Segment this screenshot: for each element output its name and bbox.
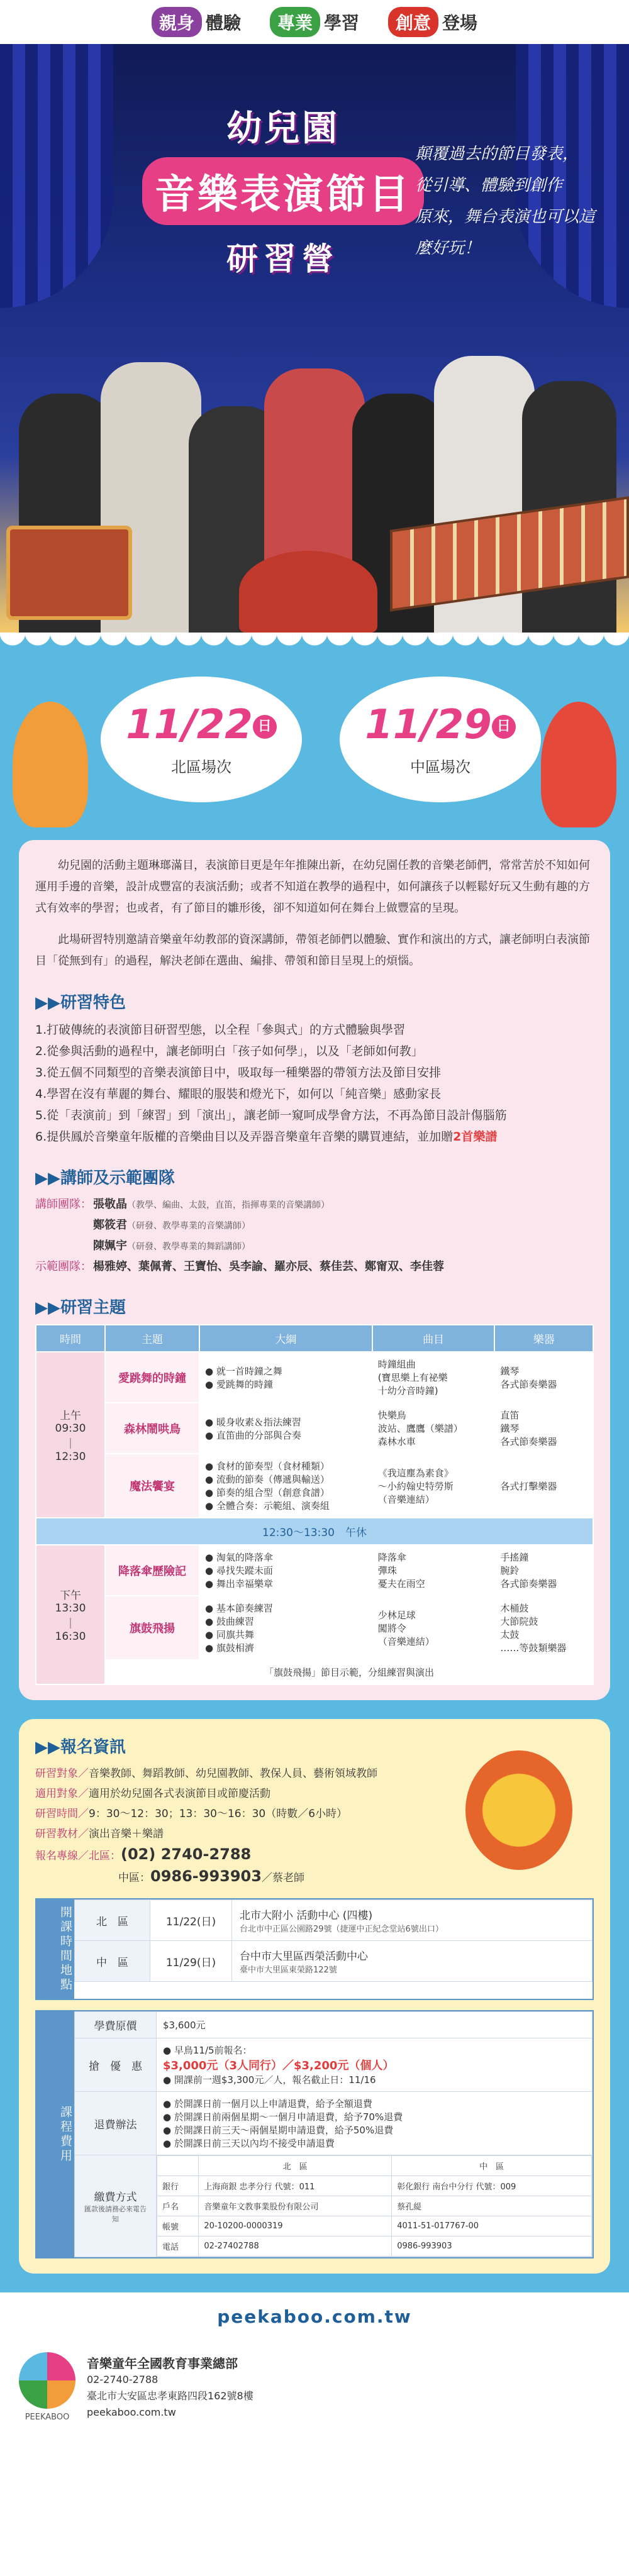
- register-title: ▶▶報名資訊: [35, 1738, 126, 1757]
- table-row: 森林鬧哄鳥 ● 暖身收素＆指法練習 ● 直笛曲的分部與合奏 快樂鳥 波站、鷹鷹（樂譜） 森林水車 直笛 鐵琴 各式節奏樂器: [36, 1403, 593, 1454]
- team-row: 講師團隊： 張敬晶（教學、編曲、太鼓，直笛，指揮專業的音樂講師）: [35, 1198, 330, 1211]
- feature-item: 2.從參與活動的過程中，讓老師明白「孩子如何學」，以及「老師如何教」: [35, 1044, 423, 1058]
- register-row: 研習教材／演出音樂＋樂譜: [35, 1828, 164, 1840]
- hero-title: [126, 101, 440, 279]
- note-row: 「旗鼓飛揚」節目示範，分組練習與演出: [36, 1660, 593, 1684]
- tag-hands-on: 親身 體驗: [152, 7, 241, 37]
- table-row: 退費辦法 ● 於開課日前一個月以上申請退費，給予全額退費 ● 於開課日前兩個星期～一個月申請退費，給予70%退費 ● 於開課日前三天～兩個星期申請退費，給予50%退費 ● 於開課日前三天以內均不接受申請退費: [75, 2092, 593, 2155]
- title-line-3: 研習營: [226, 241, 340, 277]
- col-time: 時間: [36, 1325, 105, 1352]
- schedule-table: [35, 1324, 594, 1685]
- features-list: [35, 1019, 594, 1147]
- table-row: 繳費方式 匯款後請務必來電告知 北 區 中 區 銀行 上海商銀 忠孝分行 代號：011 彰化銀行 南台中分行 代號：009 戶名 音樂童年文教事業股份有限公司 蔡孔緹 帳號 20-10200-0000319 4011-51-017767-00 電話 02-27402788 0986-993903: [75, 2155, 593, 2257]
- venue-table: [74, 1899, 593, 1982]
- footer: [0, 2341, 629, 2441]
- col-topic: 主題: [105, 1325, 199, 1352]
- hero-quote: 顛覆過去的節目發表， 從引導、體驗到創作 原來，舞台表演也可以這麼好玩！: [415, 145, 596, 258]
- intro-paragraph: 幼兒園的活動主題琳瑯滿目，表演節目更是年年推陳出新，在幼兒園任教的音樂老師們，常常苦於不知如何運用手邊的音樂，設計成豐富的表演活動；或者不知道在教學的過程中，如何讓孩子以輕鬆好玩又生動有趣的方式有效率的學習；也或者，有了節目的雛形後，卻不知道如何在舞台上做豐富的呈現。: [35, 859, 590, 915]
- col-instruments: 樂器: [494, 1325, 593, 1352]
- drum: [239, 551, 377, 633]
- features-title: ▶▶研習特色: [35, 993, 126, 1012]
- venue-box: 開課時間地點 北 區 11/22(日) 北市大附小 活動中心 (四樓) 台北市中正區公園路29號（捷運中正紀念堂站6號出口） 中 區 11/29(日) 台中市大里區西榮活動中心 臺中市大里區東榮路122號: [35, 1898, 594, 2000]
- team-title: ▶▶講師及示範團隊: [35, 1169, 175, 1188]
- drum: [6, 526, 132, 620]
- intro-paragraph: 此場研習特別邀請音樂童年幼教部的資深講師，帶領老師們以體驗、實作和演出的方式，讓老師明白表演節目「從無到有」的過程，解決老師在選曲、編排、帶領和節目呈現上的煩惱。: [35, 933, 590, 968]
- register-row: 研習時間／9：30～12：30；13：30～16：30（時數／6小時）: [35, 1808, 348, 1820]
- footer-phone: 02-2740-2788: [87, 2374, 159, 2385]
- register-card: [19, 1719, 610, 2274]
- fee-table: [74, 2011, 593, 2257]
- col-outline: 大綱: [199, 1325, 372, 1352]
- feature-item: 5.從「表演前」到「練習」到「演出」，讓老師一窺呵成學會方法，不再為節目設計傷腦筋: [35, 1108, 507, 1122]
- main-content: [0, 840, 629, 2292]
- footer-site[interactable]: peekaboo.com.tw: [87, 2406, 176, 2418]
- website-link[interactable]: peekaboo.com.tw: [217, 2306, 412, 2327]
- cartoon-kid: [13, 702, 88, 827]
- table-row: 學費原價 $3,600元: [75, 2012, 593, 2038]
- table-row: 搶 優 惠 ● 早鳥11/5前報名： $3,000元（3人同行）／$3,200元（個人） ● 開課前一週$3,300元／人，報名截止日：11/16: [75, 2038, 593, 2092]
- table-row: 魔法饗宴 ● 食材的節奏型（食材種類） ● 流動的節奏（傳遞與輸送） ● 節奏的組合型（創意食譜） ● 全體合奏：示範組、演奏組 《我這塵為素食》 ～小約翰史特勞斯 （音樂連結） 各式打擊樂器: [36, 1454, 593, 1518]
- register-row: 適用對象／適用於幼兒園各式表演節目或節慶活動: [35, 1788, 270, 1800]
- table-row: 下午 13:30 ｜ 16:30 降落傘歷險記 ● 淘氣的降落傘 ● 尋找失蹤未面 ● 舞出幸福樂章 降落傘 彈珠 憂夫在雨空 手搖鐘 腕鈴 各式節奏樂器: [36, 1545, 593, 1596]
- org-name: 音樂童年全國教育事業總部: [87, 2356, 238, 2371]
- tag-professional: 專業 學習: [270, 7, 359, 37]
- date-north: 11/22 日 北區場次: [101, 677, 302, 802]
- table-row: 北 區 11/22(日) 北市大附小 活動中心 (四樓) 台北市中正區公園路29號（捷運中正紀念堂站6號出口）: [75, 1900, 593, 1941]
- brand-logo: PEEKABOO: [19, 2352, 75, 2422]
- team-list: [35, 1195, 594, 1277]
- register-row: 研習對象／音樂教師、舞蹈教師、幼兒園教師、教保人員、藝術領域教師: [35, 1767, 377, 1780]
- feature-item: 6.提供鳳於音樂童年版權的音樂曲目以及弄器音樂童年音樂的購買連結，並加贈2首樂譜: [35, 1130, 498, 1144]
- footer-address: 臺北市大安區忠孝東路四段162號8樓: [87, 2390, 253, 2402]
- team-row: 陳姵宇（研發、教學專業的舞蹈講師）: [93, 1239, 250, 1252]
- table-row: 上午 09:30 ｜ 12:30 愛跳舞的時鐘 ● 就一首時鐘之舞 ● 愛跳舞的時鐘 時鐘組曲 (寶思樂上有祕樂 十幼分音時鐘) 鐵琴 各式節奏樂器: [36, 1352, 593, 1403]
- title-line-1: 幼兒園: [226, 108, 340, 149]
- register-phone-mid: 中區：0986-993903／蔡老師: [118, 1867, 304, 1885]
- hero-banner: [0, 44, 629, 633]
- top-tag-bar: [0, 0, 629, 44]
- curtain-left: [0, 44, 113, 308]
- feature-item: 3.從五個不同類型的音樂表演節目中，吸取每一種樂器的帶領方法及節目安排: [35, 1066, 442, 1080]
- fee-box: 課程費用 學費原價 $3,600元 搶 優 惠 ● 早鳥11/5前報名： $3,000元（3人同行）／$3,200元（個人） ● 開課前一週$3,300元／人，報名截止日：11/16 退費辦法 ● 於開課日前一個月以上申請退費，給予全額退費 ● 於開課日前兩個星期～一個月申請退費，給予70%退費 ● 於開課日前三天～兩個星期申請退費，給予50%退費 ● 於開課日前三天以內均不接受申請退費 繳費方式 匯款後請務必來電告知 北 區 中 區 銀行 上海商銀 忠孝分行 代號：011 彰化銀行 南台中分行 代號：009 戶名 音樂童年文教事業股份有限公司 蔡孔緹 帳號 20-10200-0000319 4011-51-017767-00 電話 02-27402788 0986-993903: [35, 2010, 594, 2258]
- date-central: 11/29 日 中區場次: [340, 677, 541, 802]
- intro-card: [19, 840, 610, 1700]
- tag-creative: 創意 登場: [388, 7, 477, 37]
- team-row: 示範團隊： 楊雅婷、葉佩菁、王寶怡、吳李諭、羅亦辰、蔡佳芸、鄭甯双、李佳蓉: [35, 1260, 444, 1273]
- feature-item: 4.學習在沒有華麗的舞台、耀眼的服裝和燈光下，如何以「純音樂」感動家長: [35, 1087, 442, 1101]
- register-phone: 報名專線／北區：(02) 2740-2788: [35, 1845, 252, 1863]
- performers-photo: [0, 306, 629, 633]
- table-row: 中 區 11/29(日) 台中市大里區西榮活動中心 臺中市大里區東榮路122號: [75, 1941, 593, 1982]
- col-songs: 曲目: [372, 1325, 495, 1352]
- team-row: 鄭筱君（研發、教學專業的音樂講師）: [93, 1219, 250, 1232]
- logo-icon: [19, 2352, 75, 2409]
- feature-item: 1.打破傳統的表演節目研習型態，以全程「參與式」的方式體驗與學習: [35, 1023, 406, 1037]
- date-band: [0, 633, 629, 840]
- schedule-title: ▶▶研習主題: [35, 1298, 126, 1317]
- break-row: 12:30～13:30 午休: [36, 1518, 593, 1545]
- cartoon-kid: [541, 702, 616, 827]
- lion-mascot: [465, 1750, 572, 1870]
- table-row: 旗鼓飛揚 ● 基本節奏練習 ● 鼓曲練習 ● 同旗共舞 ● 旗鼓相濟 少林足球 闖將令 （音樂連結） 木桶鼓 大節院鼓 太鼓 ……等鼓類樂器: [36, 1596, 593, 1660]
- bank-table: 北 區 中 區 銀行 上海商銀 忠孝分行 代號：011 彰化銀行 南台中分行 代號：009 戶名 音樂童年文教事業股份有限公司 蔡孔緹 帳號 20-10200-0000319 4011-51-017767-00 電話 02-27402788 0986-993903: [157, 2155, 592, 2257]
- title-line-2: 音樂表演節目: [142, 157, 424, 225]
